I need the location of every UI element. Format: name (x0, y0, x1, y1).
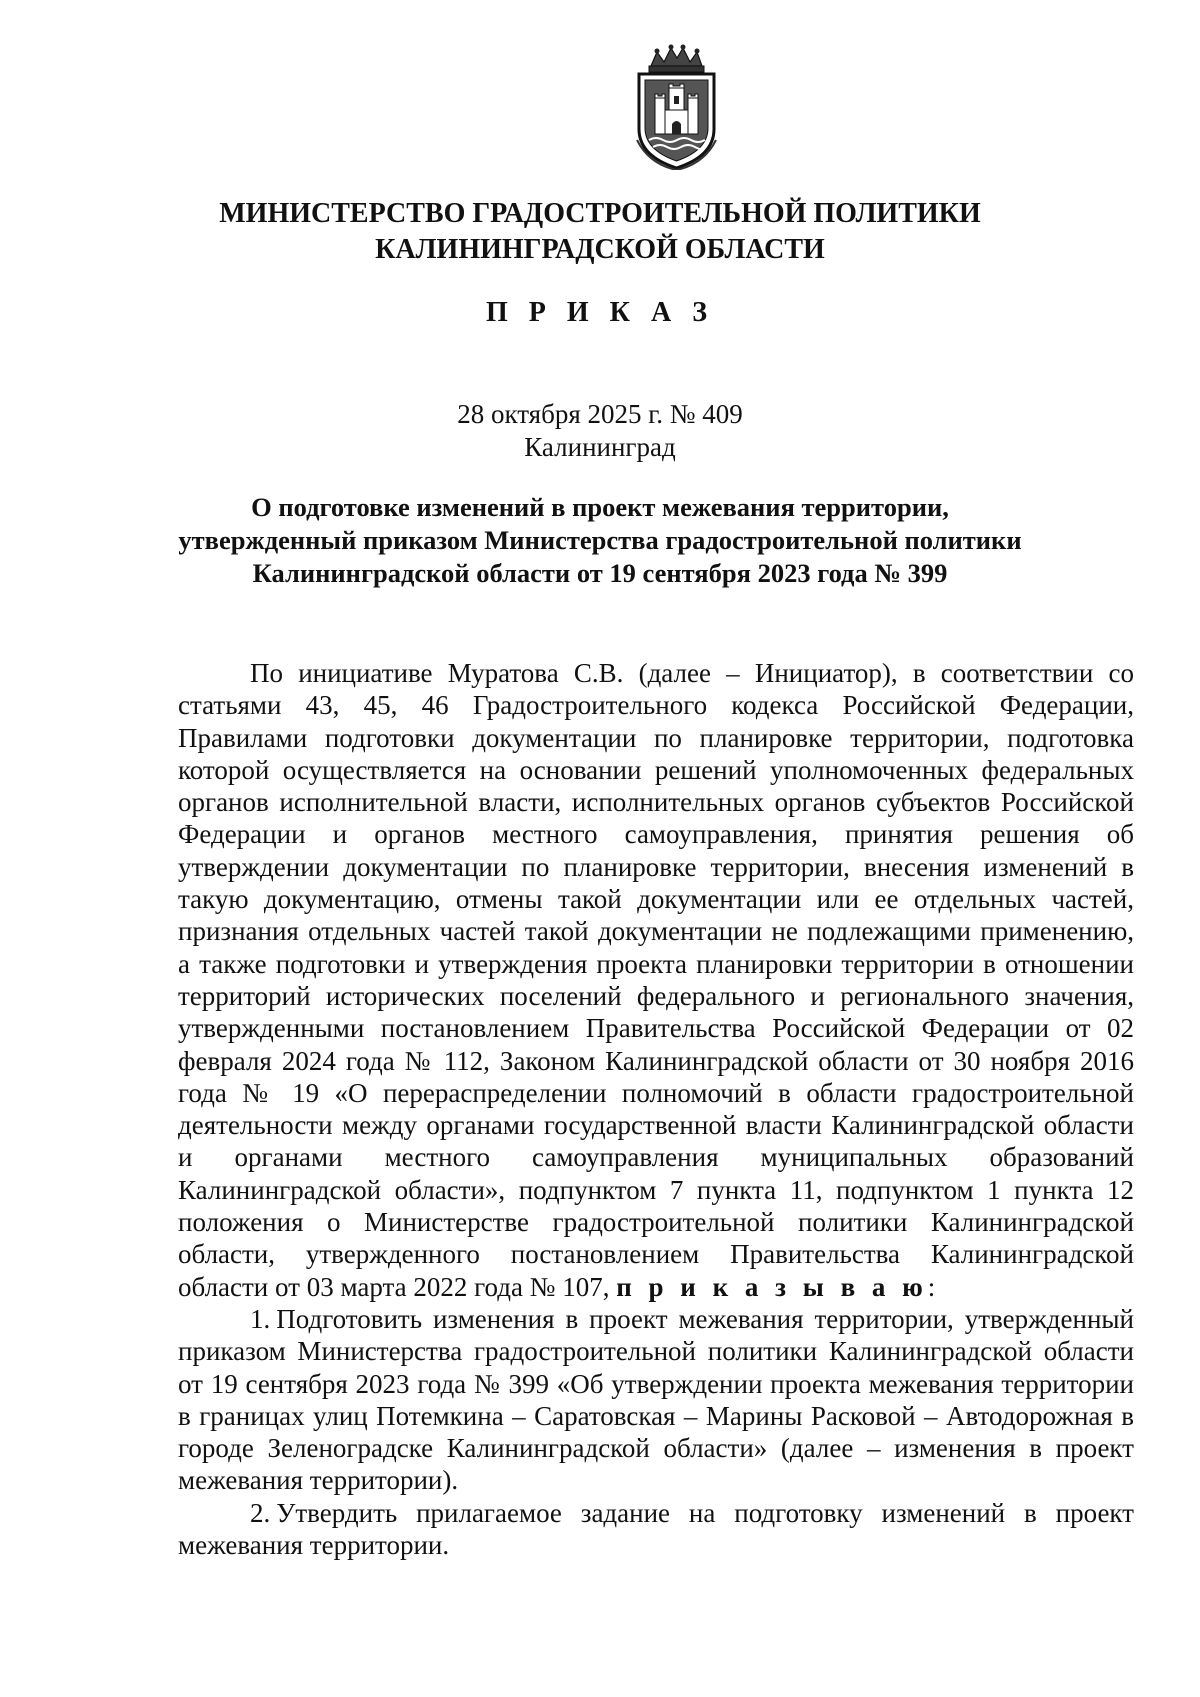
order-item-1 (178, 1303, 1134, 1497)
document-meta (350, 398, 850, 464)
item-1-number: 1. (250, 1303, 271, 1334)
document-subject-heading (110, 491, 1090, 590)
kaliningrad-coat-of-arms-icon (629, 44, 724, 170)
item-2-number: 2. (250, 1497, 271, 1528)
item-2-text: Утвердить прилагаемое задание на подготовку изменений в проект межевания территории. (178, 1497, 1134, 1561)
subject-line-3: Калининградской области от 19 сентября 2023 года № 399 (252, 558, 948, 588)
order-colon: : (927, 1271, 936, 1302)
preamble-paragraph (178, 657, 1134, 1303)
preamble-text: По инициативе Муратова С.В. (далее – Инициатор), в соответствии со статьями 43, 45, 46 Градостроительного кодекса Российской Федерации, Правилами подготовки документации по планировке территории, подготовка которой осуществляется на основании решений уполномоченных федеральных органов исполнительной власти, исполнительных органов субъектов Российской Федерации и органов местного самоуправления, принятия решения об утверждении документации по планировке территории, внесения изменений в такую документацию, отмены такой документации или ее отдельных частей, признания отдельных частей такой документации не подлежащими применению, а также подготовки и утверждения проекта планировки территории в отношении территорий исторических поселений федерального и регионального значения, утвержденными постановлением Правительства Российской Федерации от 02 февраля 2024 года № 112, Законом Калининградской области от 30 ноября 2016 года № 19 «О перераспределении полномочий в области градостроительной деятельности между органами государственной власти Калининградской области и органами местного самоуправления муниципальных образований Калининградской области», подпунктом 7 пункта 11, подпунктом 1 пункта 12 положения о Министерстве градостроительной политики Калининградской области, утвержденного постановлением Правительства Калининградской области от 03 марта 2022 года № 107, (178, 658, 1134, 1302)
document-type-title: П Р И К А З (486, 297, 714, 328)
ministry-name-line-2: КАЛИНИНГРАДСКОЙ ОБЛАСТИ (375, 234, 825, 265)
document-city: Калининград (524, 432, 676, 462)
ministry-name-heading (150, 196, 1050, 268)
order-item-2 (178, 1497, 1134, 1562)
ministry-name-line-1: МИНИСТЕРСТВО ГРАДОСТРОИТЕЛЬНОЙ ПОЛИТИКИ (219, 198, 981, 229)
coat-of-arms-emblem (629, 44, 724, 170)
subject-line-1: О подготовке изменений в проект межевания территории, (251, 492, 949, 522)
document-date-number: 28 октября 2025 г. № 409 (457, 399, 743, 429)
subject-line-2: утвержденный приказом Министерства градостроительной политики (178, 525, 1022, 555)
item-1-text: Подготовить изменения в проект межевания территории, утвержденный приказом Министерства градостроительной политики Калининградской области от 19 сентября 2023 года № 399 «Об утверждении проекта межевания территории в границах улиц Потемкина – Саратовская – Марины Расковой – Автодорожная в городе Зеленоградске Калининградской области» (далее – изменения в проект межевания территории). (178, 1303, 1134, 1496)
order-verb: п р и к а з ы в а ю (616, 1271, 928, 1302)
document-body (178, 657, 1134, 1561)
